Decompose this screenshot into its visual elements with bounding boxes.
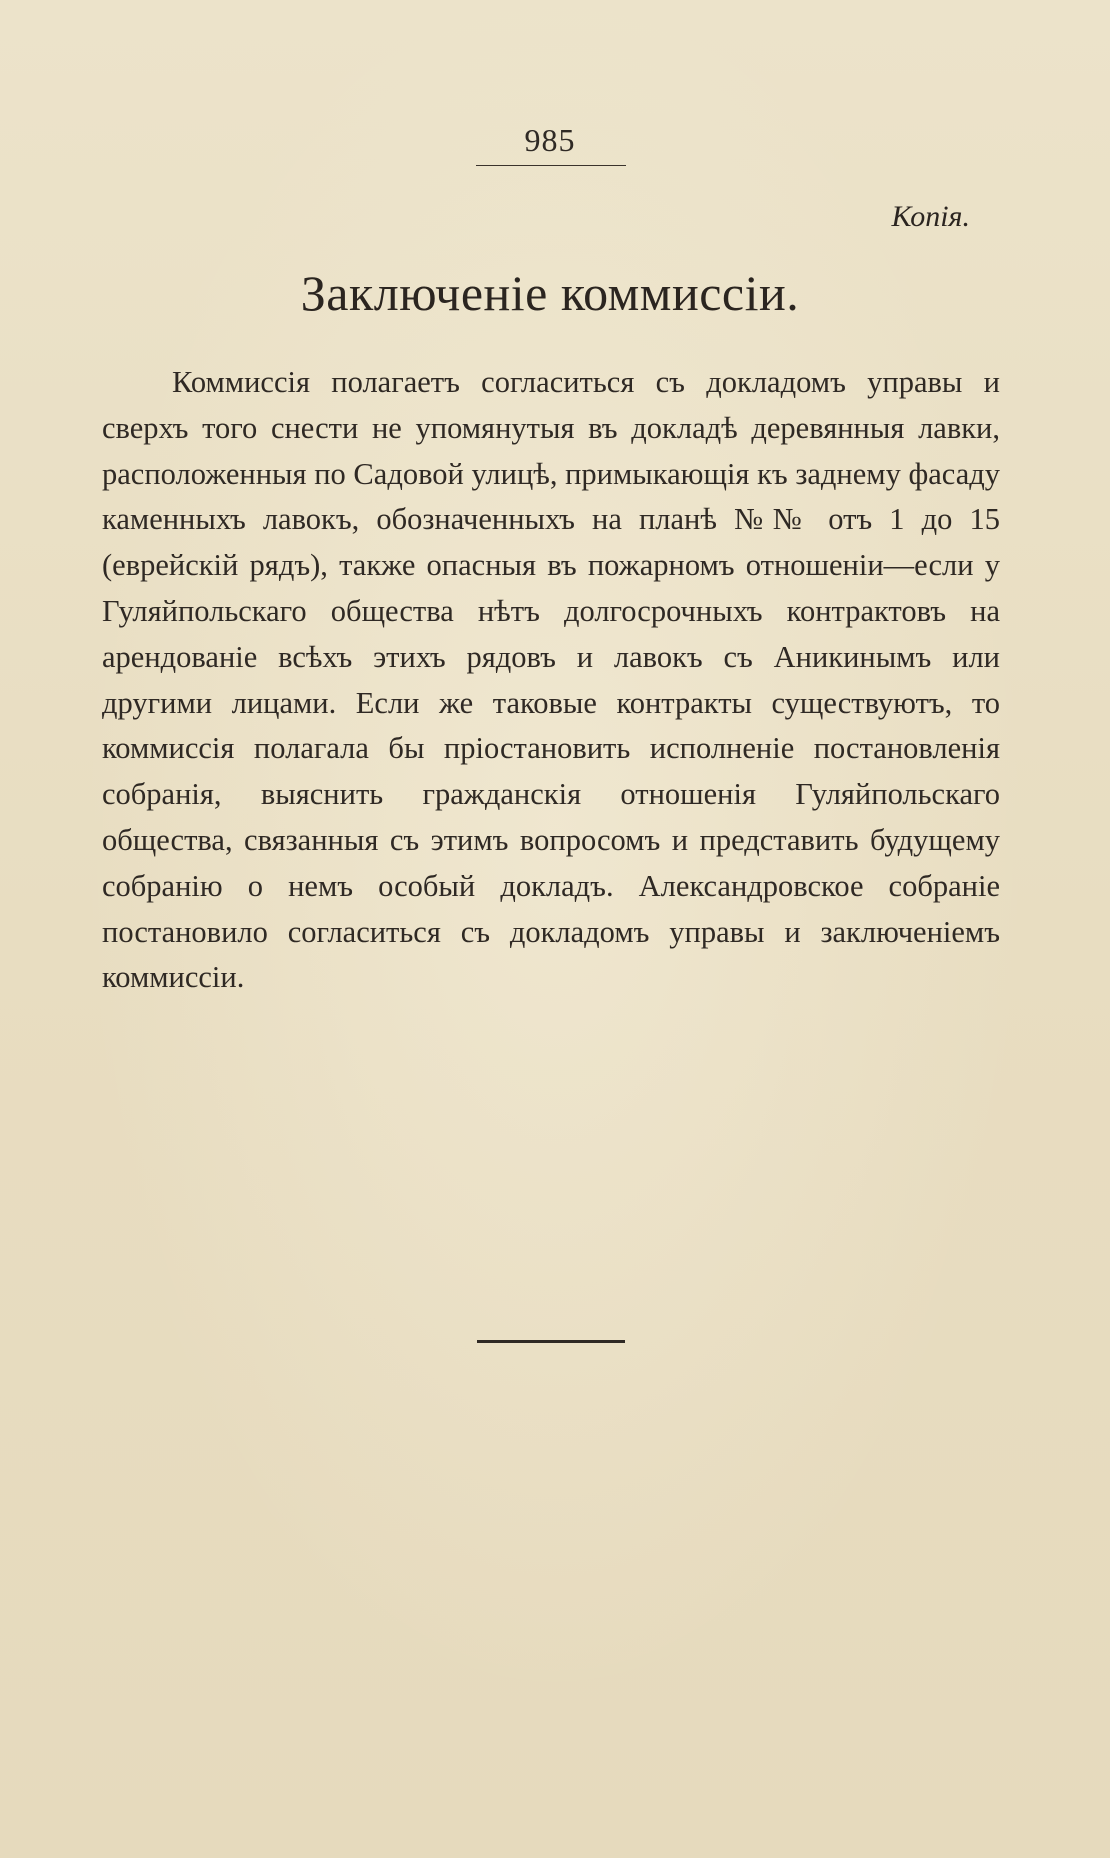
body-paragraph: Коммиссія полагаетъ согласиться съ докладомъ управы и сверхъ того снести не упомянутыя въ докладѣ деревянныя лавки, расположенныя по Садовой улицѣ, примыкающія къ заднему фасаду каменныхъ лавокъ, обозначенныхъ на планѣ №№ отъ 1 до 15 (еврейскій рядъ), также опасныя въ пожарномъ отношеніи—если у Гуляйпольскаго общества нѣтъ долгосрочныхъ контрактовъ на арендованіе всѣхъ этихъ рядовъ и лавокъ съ Аникинымъ или другими лицами. Если же таковые контракты существуютъ, то коммиссія полагала бы пріостановить исполненіе постановленія собранія, выяснить гражданскія отношенія Гуляйпольскаго общества, связанныя съ этимъ вопросомъ и представить будущему собранію о немъ особый докладъ. Александровское собраніе постановило согласиться съ докладомъ управы и заключеніемъ коммиссіи. bbox=[102, 365, 1000, 995]
footer-rule bbox=[477, 1340, 625, 1343]
header-rule bbox=[476, 165, 626, 166]
page-number: 985 bbox=[524, 122, 576, 158]
section-heading: Заключеніе коммиссіи. bbox=[300, 265, 800, 321]
copy-label: Копія. bbox=[891, 200, 970, 233]
